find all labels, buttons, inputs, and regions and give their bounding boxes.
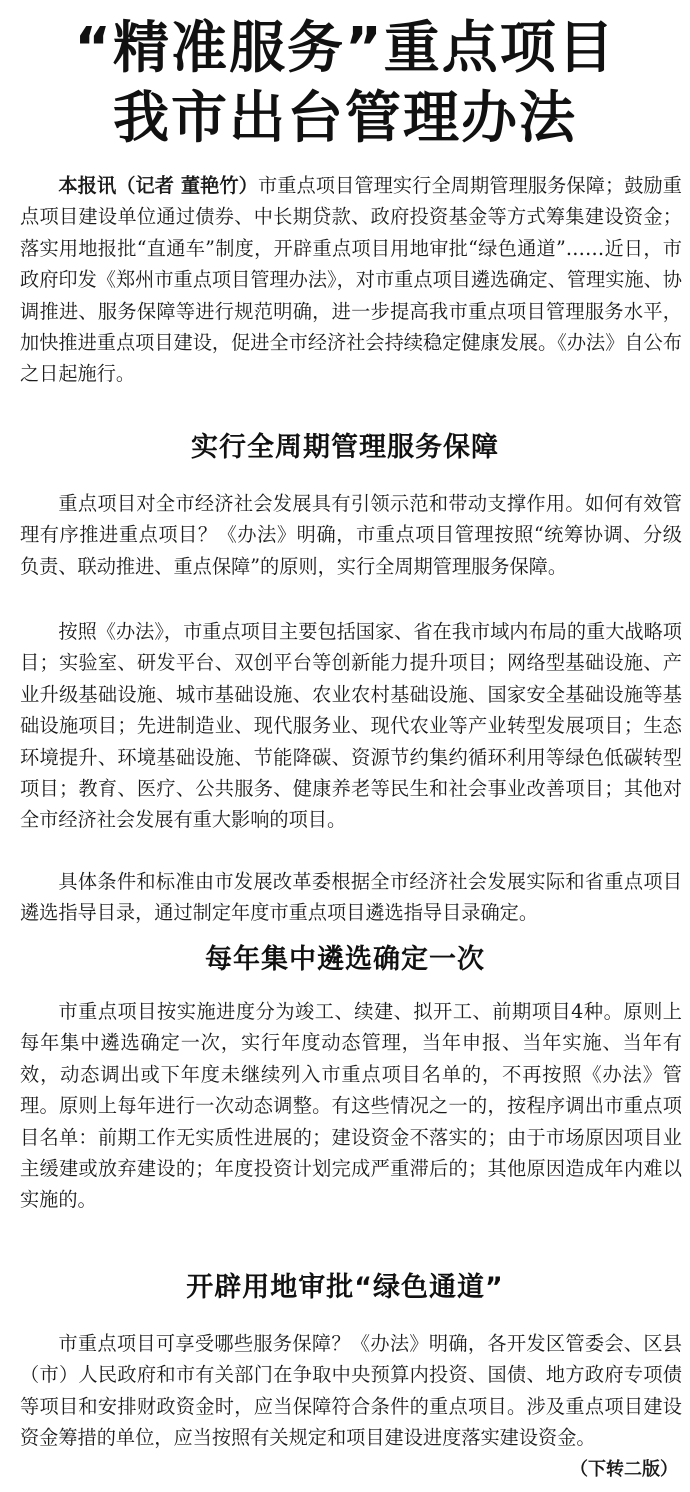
- section1-paragraph-2: 按照《办法》，市重点项目主要包括国家、省在我市域内布局的重大战略项目；实验室、研发平台、双创平台等创新能力提升项目；网络型基础设施、产业升级基础设施、城市基础设施、农业农村基础设施、国家安全基础设施等基础设施项目；先进制造业、现代服务业、现代农业等产业转型发展项目；生态环境提升、环境基础设施、节能降碳、资源节约集约循环利用等绿色低碳转型项目；教育、医疗、公共服务、健康养老等民生和社会事业改善项目；其他对全市经济社会发展有重大影响的项目。: [20, 620, 682, 832]
- headline-line-2: 我市出台管理办法: [113, 86, 577, 151]
- section-heading-1: 实行全周期管理服务保障: [191, 432, 499, 463]
- section-heading-3: 开辟用地审批“绿色通道”: [186, 1272, 504, 1303]
- section3-paragraph-1: [20, 1328, 682, 1485]
- section1-paragraph-3: 具体条件和标准由市发展改革委根据全市经济社会发展实际和省重点项目遴选指导目录，通过制定年度市重点项目遴选指导目录确定。: [20, 870, 682, 925]
- section3-paragraph-text: 市重点项目可享受哪些服务保障？《办法》明确，各开发区管委会、区县（市）人民政府和市有关部门在争取中央预算内投资、国债、地方政府专项债等项目和安排财政资金时，应当保障符合条件的重点项目。涉及重点项目建设资金筹措的单位，应当按照有关规定和项目建设进度落实建设资金。: [20, 1332, 682, 1450]
- section1-paragraph-1: 重点项目对全市经济社会发展具有引领示范和带动支撑作用。如何有效管理有序推进重点项目？《办法》明确，市重点项目管理按照“统筹协调、分级负责、联动推进、重点保障”的原则，实行全周期管理服务保障。: [20, 492, 682, 578]
- dateline: 本报讯（记者 董艳竹）: [58, 174, 258, 197]
- lead-text: 市重点项目管理实行全周期管理服务保障；鼓励重点项目建设单位通过债券、中长期贷款、政府投资基金等方式筹集建设资金；落实用地报批“直通车”制度，开辟重点项目用地审批“绿色通道”……近日，市政府印发《郑州市重点项目管理办法》，对市重点项目遴选确定、管理实施、协调推进、服务保障等进行规范明确，进一步提高我市重点项目管理服务水平，加快推进重点项目建设，促进全市经济社会持续稳定健康发展。《办法》自公布之日起施行。: [20, 174, 682, 386]
- section-heading-2: 每年集中遴选确定一次: [205, 944, 485, 975]
- continued-on-page-2[interactable]: （下转二版）: [570, 1458, 678, 1480]
- lead-paragraph: [20, 170, 682, 390]
- headline-line-1: “精准服务”重点项目: [74, 16, 616, 81]
- section2-paragraph-1: 市重点项目按实施进度分为竣工、续建、拟开工、前期项目4种。原则上每年集中遴选确定一次，实行年度动态管理，当年申报、当年实施、当年有效，动态调出或下年度未继续列入市重点项目名单的，不再按照《办法》管理。原则上每年进行一次动态调整。有这些情况之一的，按程序调出市重点项目名单：前期工作无实质性进展的；建设资金不落实的；由于市场原因项目业主缓建或放弃建设的；年度投资计划完成严重滞后的；其他原因造成年内难以实施的。: [20, 1000, 682, 1212]
